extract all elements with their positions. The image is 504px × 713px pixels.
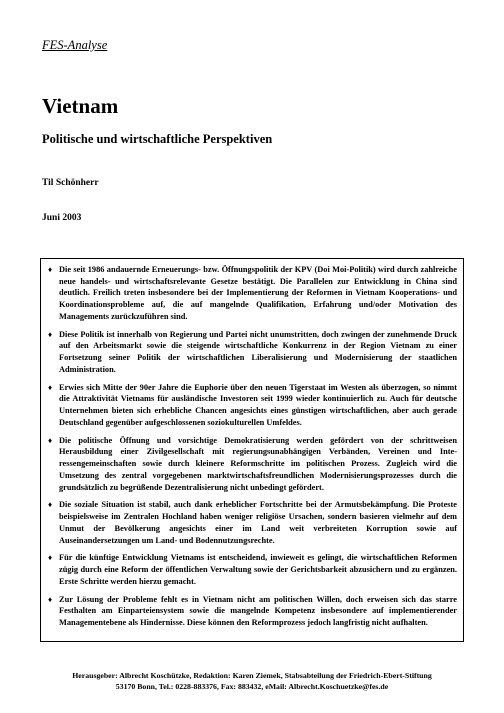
series-label: FES-Analyse: [42, 38, 108, 52]
document-title: Vietnam: [42, 94, 119, 118]
diamond-bullet-icon: ♦: [47, 265, 53, 274]
author-name: Til Schönherr: [42, 178, 99, 188]
footer-contact-line: 53170 Bonn, Tel.: 0228-883376, Fax: 883432, eMail: Albrecht.Koschuetzke@fes.de: [115, 681, 389, 691]
footer-publisher-line: Herausgeber: Albrecht Koschützke, Redaktion: Karen Ziemek, Stabsabteilung der Friedrich-Ebert-Stiftung: [72, 671, 432, 680]
bullet-text: Diese Politik ist innerhalb von Regierung und Partei nicht unumstritten, doch zwingen der zunehmende Druck auf den Arbeitsmarkt sowie die steigende wirtschaftliche Konkurrenz in der Region Vietnam zu einer Fortsetzung seiner Politik der wirtschaftlichen Liberalisierung und Modernisierung der staatlichen Administration.: [59, 329, 457, 374]
diamond-bullet-icon: ♦: [47, 500, 53, 510]
diamond-bullet-icon: ♦: [47, 435, 53, 445]
bullet-text: Zur Lösung der Probleme fehlt es in Vietnam nicht am politischen Willen, doch erweisen sich das starre Festhalten am Einparteiensystem sowie die mangelnde Kompetenz insbesondere auf implementierender Managementebene als Hindernisse. Diese können den Reformprozess jedoch langfristig nicht aufhalten.: [59, 594, 457, 628]
summary-bullet: [41, 594, 457, 629]
summary-bullet: [41, 552, 457, 587]
publisher-footer: [0, 671, 504, 692]
diamond-bullet-icon: ♦: [47, 329, 53, 339]
bullet-text: Die politische Öffnung und vorsichtige Demokratisierung werden gefördert von der schrittweisen Herausbildung einer Zivilgesellschaft mit regierungsunabhängigen Verbänden, Vereinen und Interessengemeinschaften sowie durch kleinere Reformschritte im politischen Prozess. Zugleich wird die Umsetzung des zentral vorgegebenen marktwirtschaftsfreundlichen Modernisierungsprozesses durch die grundsätzlich zu begrüßende Dezentralisierung nicht unbedingt gefördert.: [59, 435, 457, 492]
summary-bullet: [41, 329, 457, 376]
publication-date: Juni 2003: [42, 213, 82, 223]
diamond-bullet-icon: ♦: [47, 553, 53, 563]
summary-box: [40, 258, 464, 642]
diamond-bullet-icon: ♦: [47, 594, 53, 604]
bullet-text: Die soziale Situation ist stabil, auch dank erheblicher Fortschritte bei der Armutsbekämpfung. Die Proteste beispielsweise im Zentralen Hochland haben weniger religiöse Ursachen, sondern basieren vielmehr auf dem Unmut der Bevölkerung angesichts einer im Land weit verbreiteten Korruption sowie auf Auseinandersetzungen um Land- und Bodennutzungsrechte.: [59, 500, 457, 545]
summary-bullet: [41, 382, 457, 429]
document-subtitle: Politische und wirtschaftliche Perspektiven: [42, 132, 273, 146]
bullet-text: Die seit 1986 andauernde Erneuerungs- bzw. Öffnungspolitik der KPV (Doi Moi-Politik) wird durch zahlreiche neue handels- und wirtschaftsrelevante Gesetze bestätigt. Die Parallelen zur Entwicklung in China sind deutlich. Freilich treten insbesondere bei der Implementierung der Reformen in Vietnam Kooperations- und Koordinationsprobleme auf, die auf mangelnde Qualifikation, Erfahrung und/oder Motivation des Managements zurückzuführen sind.: [59, 265, 457, 321]
summary-bullet: [41, 264, 457, 323]
summary-bullet: [41, 499, 457, 546]
summary-bullet: [41, 435, 457, 494]
bullet-text: Für die künftige Entwicklung Vietnams ist entscheidend, inwieweit es gelingt, die wirtschaftlichen Reformen zügig durch eine Reform der öffentlichen Verwaltung sowie der Gerichtsbarkeit abzusichern und zu ergänzen. Erste Schritte werden hierzu gemacht.: [59, 553, 457, 586]
bullet-text: Erwies sich Mitte der 90er Jahre die Euphorie über den neuen Tigerstaat im Westen als überzogen, so nimmt die Attraktivität Vietnams für ausländische Investoren seit 1999 wieder kontinuierlich zu. Auch für deutsche Unternehmen bieten sich erhebliche Chancen angesichts eines günstigen wirtschaftlichen, aber auch gerade Deutschland gegenüber aufgeschlossenen soziokulturellen Umfeldes.: [59, 382, 457, 427]
diamond-bullet-icon: ♦: [47, 382, 53, 392]
